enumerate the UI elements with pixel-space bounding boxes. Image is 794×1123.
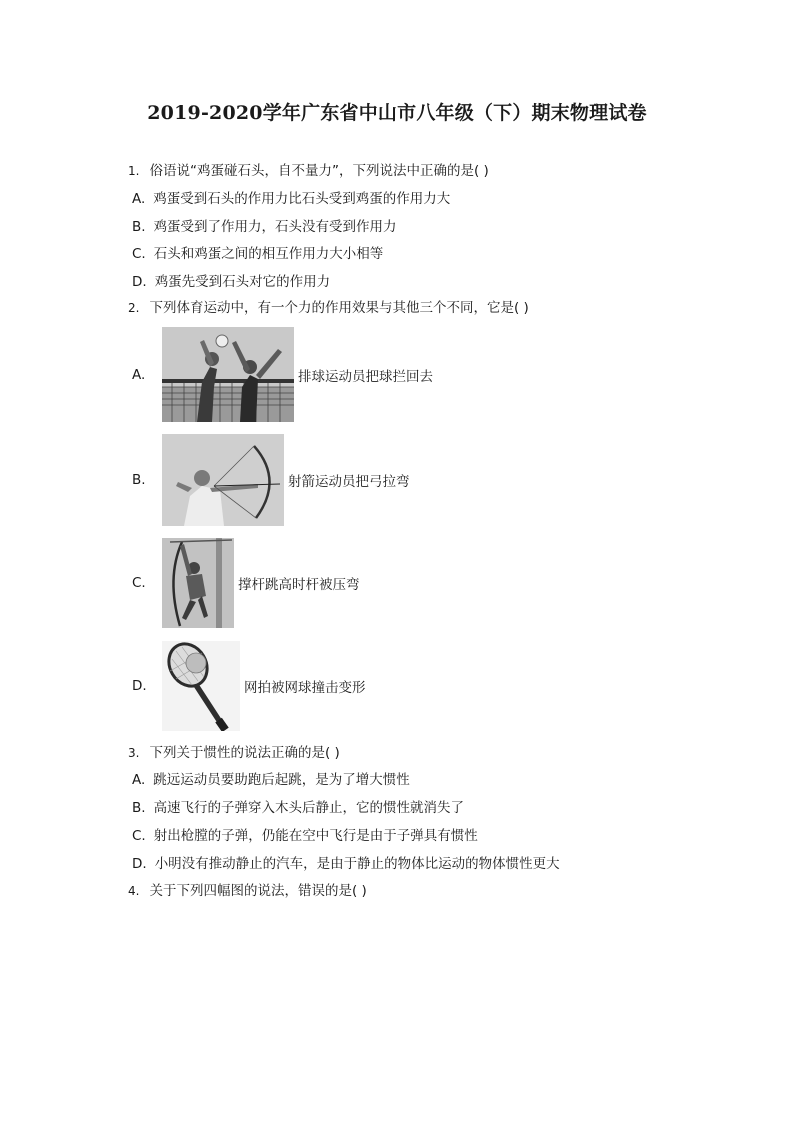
question-number: 4. [128,884,140,898]
question-1-option-b [132,218,397,236]
question-text: 下列体育运动中，有一个力的作用效果与其他三个不同，它是( ) [149,300,529,316]
question-1-option-c [132,245,383,263]
question-text: 关于下列四幅图的说法，错误的是( ) [149,883,367,899]
option-letter: A. [132,191,146,207]
page-title: 2019-2020学年广东省中山市八年级（下）期末物理试卷 [147,102,647,124]
question-2-option-d [132,641,366,731]
option-letter: C. [132,575,146,591]
tennis-racket-photo [162,641,240,731]
option-text: 鸡蛋受到石头的作用力比石头受到鸡蛋的作用力大 [153,191,451,207]
question-1-option-a [132,190,450,208]
question-3-option-d [132,855,560,873]
option-text: 高速飞行的子弹穿入木头后静止，它的惯性就消失了 [153,800,465,816]
option-letter: B. [132,219,146,235]
option-text: 鸡蛋先受到石头对它的作用力 [154,274,331,290]
question-text: 下列关于惯性的说法正确的是( ) [149,745,340,761]
option-letter: A. [132,772,146,788]
question-4 [128,882,367,900]
question-number: 2. [128,301,140,315]
option-text: 跳远运动员要助跑后起跳，是为了增大惯性 [153,772,410,788]
option-letter: C. [132,246,146,262]
option-letter: C. [132,828,146,844]
option-letter: B. [132,472,146,488]
question-2-option-a [132,327,433,422]
option-text: 石头和鸡蛋之间的相互作用力大小相等 [153,246,384,262]
question-text: 俗语说“鸡蛋碰石头，自不量力”，下列说法中正确的是( ) [149,163,489,179]
option-text: 射箭运动员把弓拉弯 [288,474,410,490]
option-text: 小明没有推动静止的汽车，是由于静止的物体比运动的物体惯性更大 [154,856,560,872]
option-text: 射出枪膛的子弹，仍能在空中飞行是由于子弹具有惯性 [153,828,478,844]
question-number: 3. [128,746,140,760]
archery-photo [162,434,284,526]
question-3-option-c [132,827,478,845]
question-3-option-a [132,771,410,789]
question-3-option-b [132,799,464,817]
option-letter: D. [132,274,147,290]
option-letter: D. [132,678,147,694]
option-text: 鸡蛋受到了作用力，石头没有受到作用力 [153,219,397,235]
option-letter: A. [132,366,146,383]
question-number: 1. [128,164,140,178]
question-2 [128,299,529,317]
pole-vault-photo [162,538,234,628]
question-2-option-b [132,434,410,526]
option-text: 排球运动员把球拦回去 [298,368,433,385]
question-2-option-c [132,538,360,628]
volleyball-photo [162,327,294,422]
question-3 [128,744,340,762]
option-letter: B. [132,800,146,816]
option-text: 网拍被网球撞击变形 [244,680,366,696]
question-1-option-d [132,273,330,291]
question-1 [128,162,489,180]
option-letter: D. [132,856,147,872]
option-text: 撑杆跳高时杆被压弯 [238,577,360,593]
